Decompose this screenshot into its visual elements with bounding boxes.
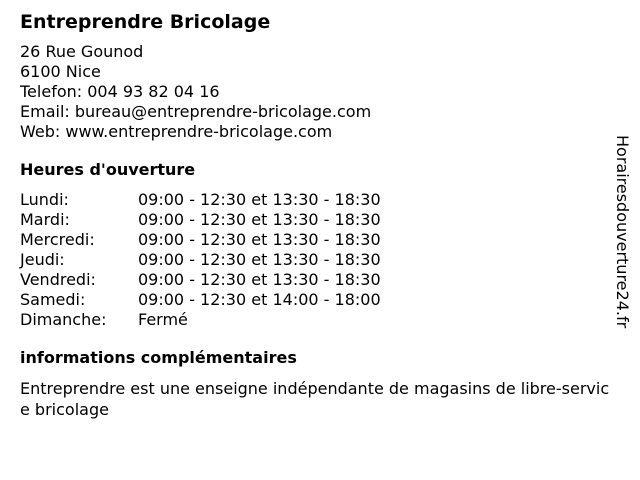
web-line: Web: www.entreprendre-bricolage.com bbox=[20, 122, 333, 141]
phone-line: Telefon: 004 93 82 04 16 bbox=[20, 82, 220, 101]
hours-day: Mercredi: bbox=[20, 230, 95, 249]
hours-time: 09:00 - 12:30 et 14:00 - 18:00 bbox=[138, 290, 381, 309]
hours-time: 09:00 - 12:30 et 13:30 - 18:30 bbox=[138, 230, 381, 249]
hours-day: Jeudi: bbox=[20, 250, 65, 269]
hours-time: 09:00 - 12:30 et 13:30 - 18:30 bbox=[138, 270, 381, 289]
email-line: Email: bureau@entreprendre-bricolage.com bbox=[20, 102, 372, 121]
hours-row-friday bbox=[20, 270, 610, 290]
hours-day: Samedi: bbox=[20, 290, 86, 309]
hours-day: Mardi: bbox=[20, 210, 70, 229]
hours-day: Vendredi: bbox=[20, 270, 96, 289]
hours-time: Fermé bbox=[138, 310, 188, 329]
hours-time: 09:00 - 12:30 et 13:30 - 18:30 bbox=[138, 250, 381, 269]
opening-hours-heading: Heures d'ouverture bbox=[20, 160, 196, 179]
hours-row-tuesday bbox=[20, 210, 610, 230]
address-street: 26 Rue Gounod bbox=[20, 42, 144, 61]
address-city: 6100 Nice bbox=[20, 62, 101, 81]
hours-time: 09:00 - 12:30 et 13:30 - 18:30 bbox=[138, 190, 381, 209]
opening-hours-table bbox=[20, 190, 610, 330]
hours-row-monday bbox=[20, 190, 610, 210]
hours-row-wednesday bbox=[20, 230, 610, 250]
hours-time: 09:00 - 12:30 et 13:30 - 18:30 bbox=[138, 210, 381, 229]
site-watermark: Horairesdouverture24.fr bbox=[613, 135, 632, 329]
hours-row-sunday bbox=[20, 310, 610, 330]
additional-info-text: Entreprendre est une enseigne indépendante de magasins de libre-service bricolage bbox=[20, 379, 610, 419]
hours-day: Dimanche: bbox=[20, 310, 107, 329]
additional-info-heading: informations complémentaires bbox=[20, 348, 297, 367]
business-name: Entreprendre Bricolage bbox=[20, 11, 271, 33]
hours-row-saturday bbox=[20, 290, 610, 310]
hours-day: Lundi: bbox=[20, 190, 69, 209]
business-card bbox=[20, 10, 610, 420]
hours-row-thursday bbox=[20, 250, 610, 270]
